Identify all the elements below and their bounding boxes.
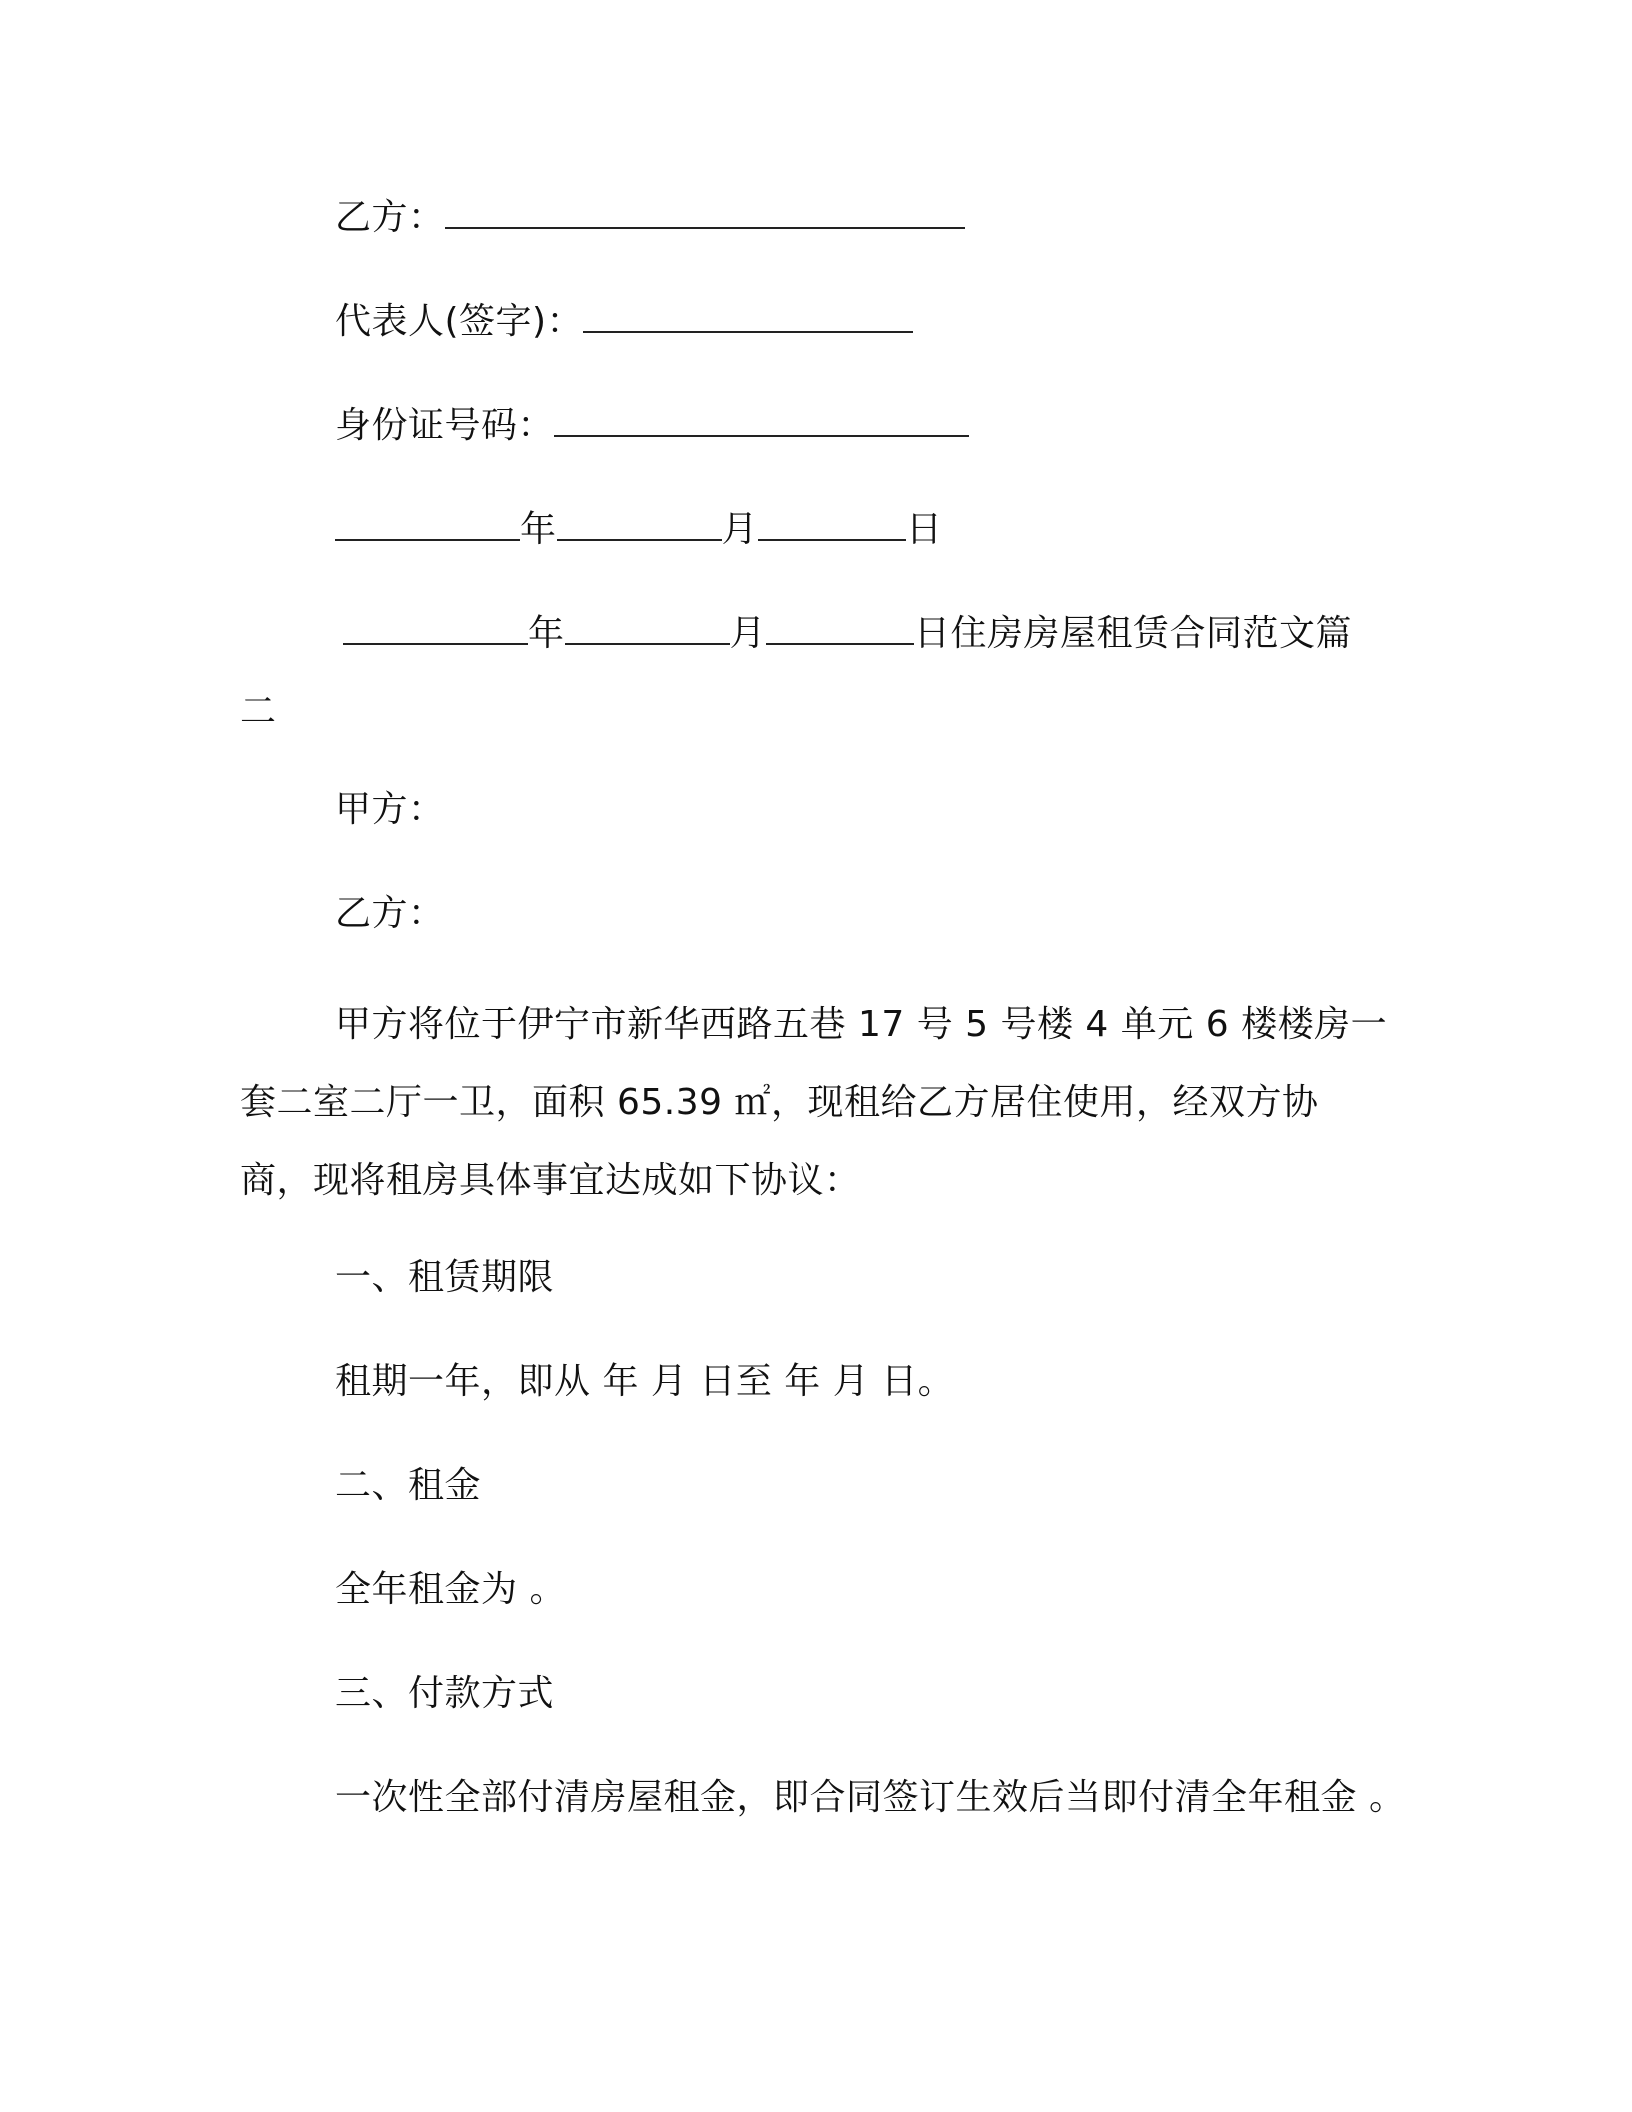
party-b-label: 乙方： [335, 197, 445, 238]
section-heading-payment: 三、付款方式 [335, 1673, 555, 1714]
id-number-label: 身份证号码： [335, 405, 555, 446]
month-blank [557, 509, 722, 541]
day-blank [758, 509, 906, 541]
contract-title-line [343, 612, 1352, 656]
party-b-blank [445, 197, 965, 229]
year-label: 年 [520, 509, 557, 550]
section-body-payment: 一次性全部付清房屋租金，即合同签订生效后当即付清全年租金 。 [335, 1777, 1406, 1818]
title-year-label: 年 [528, 613, 565, 654]
contract-title-continuation: 二 [240, 691, 277, 732]
representative-signature-line [335, 300, 913, 344]
year-blank [335, 509, 520, 541]
title-month-blank [565, 613, 730, 645]
id-number-line [335, 404, 969, 448]
party-b-signature-line [335, 196, 965, 240]
party-b-label-2: 乙方： [335, 893, 445, 934]
signature-date-line [335, 508, 943, 552]
title-day-blank [766, 613, 914, 645]
month-label: 月 [721, 509, 759, 550]
representative-blank [583, 301, 913, 333]
id-number-blank [554, 405, 969, 437]
intro-paragraph: 甲方将位于伊宁市新华西路五巷 17 号 5 号楼 4 单元 6 楼楼房一套二室二厅一卫，面积 65.39 ㎡，现租给乙方居住使用，经双方协商，现将租房具体事宜达成如下协议： [240, 1004, 1388, 1201]
day-label: 日 [906, 509, 943, 550]
section-body-rent: 全年租金为 。 [335, 1569, 566, 1610]
title-year-blank [343, 613, 528, 645]
party-a-label: 甲方： [335, 789, 445, 830]
section-heading-lease-term: 一、租赁期限 [335, 1257, 555, 1298]
section-heading-rent: 二、租金 [335, 1465, 482, 1506]
contract-title: 日住房房屋租赁合同范文篇 [914, 613, 1353, 654]
section-body-lease-term: 租期一年，即从 年 月 日至 年 月 日。 [335, 1361, 955, 1402]
representative-label: 代表人(签字)： [335, 301, 584, 342]
title-month-label: 月 [729, 613, 767, 654]
